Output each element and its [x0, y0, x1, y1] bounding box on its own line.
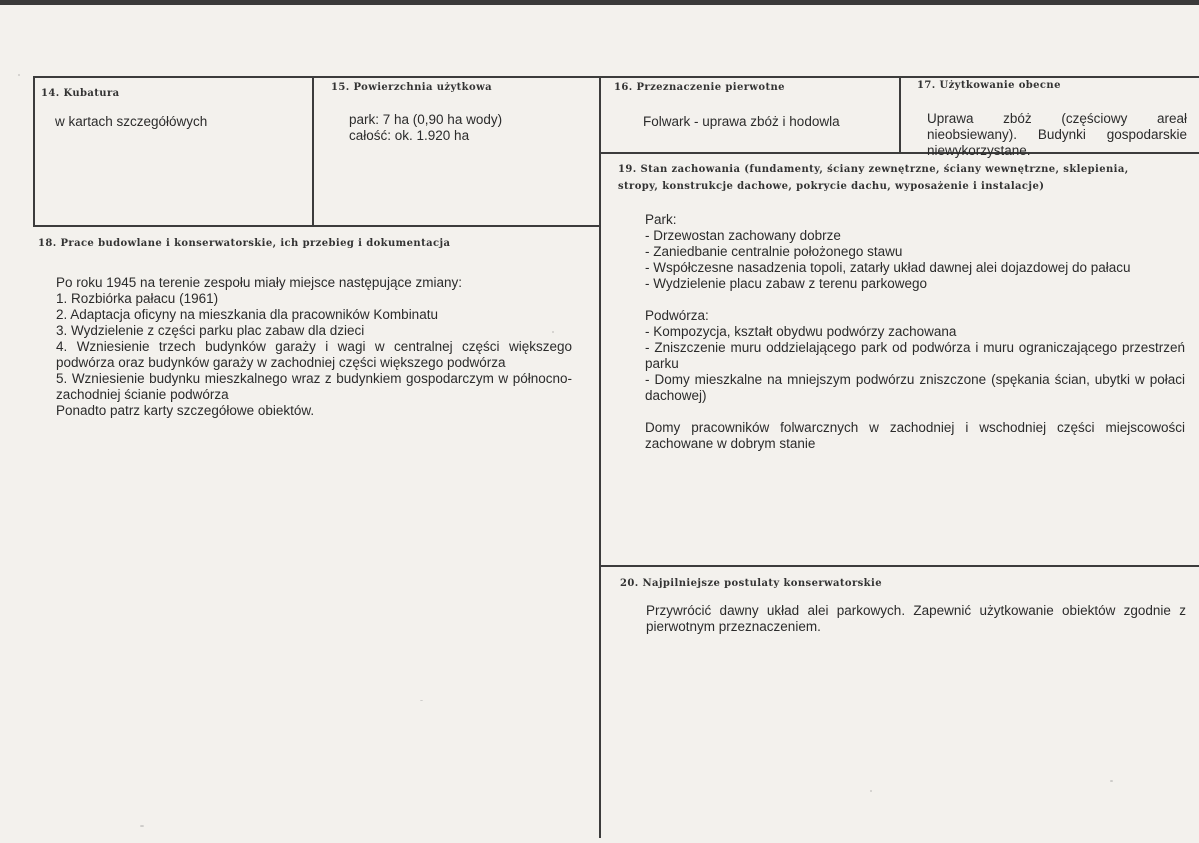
scan-speck [1110, 780, 1113, 782]
field-19-label: 19. Stan zachowania (fundamenty, ściany zewnętrzne, ściany wewnętrzne, sklepienia, stropy, konstrukcje dachowe, pokrycie dachu, wyposażenie i instalacje) [618, 164, 1129, 192]
field-20-label: 20. Najpilniejsze postulaty konserwatorskie [620, 578, 882, 589]
spacer [645, 292, 1185, 308]
rule-14-15 [312, 76, 314, 227]
scan-speck [420, 700, 423, 701]
field-18-item: 4. Wzniesienie trzech budynków garaży i wagi w centralnej części większego podwórza oraz budynków garaży w zachodniej części większego podwórza [56, 339, 572, 370]
scan-speck [552, 331, 554, 333]
scan-speck [18, 74, 20, 76]
field-16-value: Folwark - uprawa zbóż i hodowla [643, 114, 840, 129]
field-19-park-item: - Zaniedbanie centralnie położonego stawu [645, 244, 903, 259]
field-19-yard-item: - Zniszczenie muru oddzielającego park od podwórza i muru ograniczającego przestrzeń parku [645, 340, 1185, 371]
scan-speck [870, 790, 872, 792]
field-18-item: 2. Adaptacja oficyny na mieszkania dla pracowników Kombinatu [56, 307, 438, 322]
field-20-value: Przywrócić dawny układ alei parkowych. Zapewnić użytkowanie obiektów zgodnie z pierwotnym przeznaczeniem. [646, 603, 1186, 634]
field-15-label: 15. Powierzchnia użytkowa [331, 82, 492, 93]
field-19-park-item: - Współczesne nasadzenia topoli, zatarły układ dawnej alei dojazdowej do pałacu [645, 260, 1131, 275]
field-18-label: 18. Prace budowlane i konserwatorskie, ich przebieg i dokumentacja [38, 238, 451, 249]
field-15-value [349, 112, 502, 144]
field-18-intro: Po roku 1945 na terenie zespołu miały miejsce następujące zmiany: [56, 275, 462, 290]
field-18-value [56, 275, 572, 419]
scan-speck [140, 825, 144, 827]
field-18-outro: Ponadto patrz karty szczegółowe obiektów. [56, 403, 315, 418]
field-19-yard-item: - Kompozycja, kształt obydwu podwórzy zachowana [645, 324, 957, 339]
field-16-label: 16. Przeznaczenie pierwotne [614, 82, 785, 93]
rule-top [33, 76, 1199, 78]
field-14-value: w kartach szczegółówych [55, 114, 208, 129]
field-15-line: park: 7 ha (0,90 ha wody) [349, 112, 503, 127]
rule-above-18 [33, 225, 601, 227]
rule-left [33, 76, 35, 227]
spacer [645, 404, 1185, 420]
field-19-park-item: - Drzewostan zachowany dobrze [645, 228, 841, 243]
field-17-value: Uprawa zbóż (częściowy areał nieobsiewany). Budynki gospodarskie niewykorzystane. [927, 111, 1187, 158]
field-19-closing: Domy pracowników folwarcznych w zachodniej i wschodniej części miejscowości zachowane w dobrym stanie [645, 420, 1185, 451]
rule-above-20 [599, 565, 1199, 567]
rule-16-17 [899, 76, 901, 154]
field-19-yard-heading: Podwórza: [645, 308, 709, 323]
field-18-item: 5. Wzniesienie budynku mieszkalnego wraz z budynkiem gospodarczym w północno-zachodniej ścianie podwórza [56, 371, 572, 402]
scan-top-edge [0, 0, 1199, 5]
field-19-park-item: - Wydzielenie placu zabaw z terenu parkowego [645, 276, 928, 291]
field-15-line: całość: ok. 1.920 ha [349, 128, 470, 143]
field-14-label: 14. Kubatura [41, 88, 120, 99]
field-18-item: 3. Wydzielenie z części parku plac zabaw dla dzieci [56, 323, 365, 338]
field-19-yard-item: - Domy mieszkalne na mniejszym podwórzu zniszczone (spękania ścian, ubytki w połaci dachowej) [645, 372, 1185, 403]
field-17-label: 17. Użytkowanie obecne [917, 80, 1061, 91]
field-19-park-heading: Park: [645, 212, 677, 227]
field-18-item: 1. Rozbiórka pałacu (1961) [56, 291, 219, 306]
rule-15-16 [599, 76, 601, 838]
field-19-value [645, 212, 1185, 452]
